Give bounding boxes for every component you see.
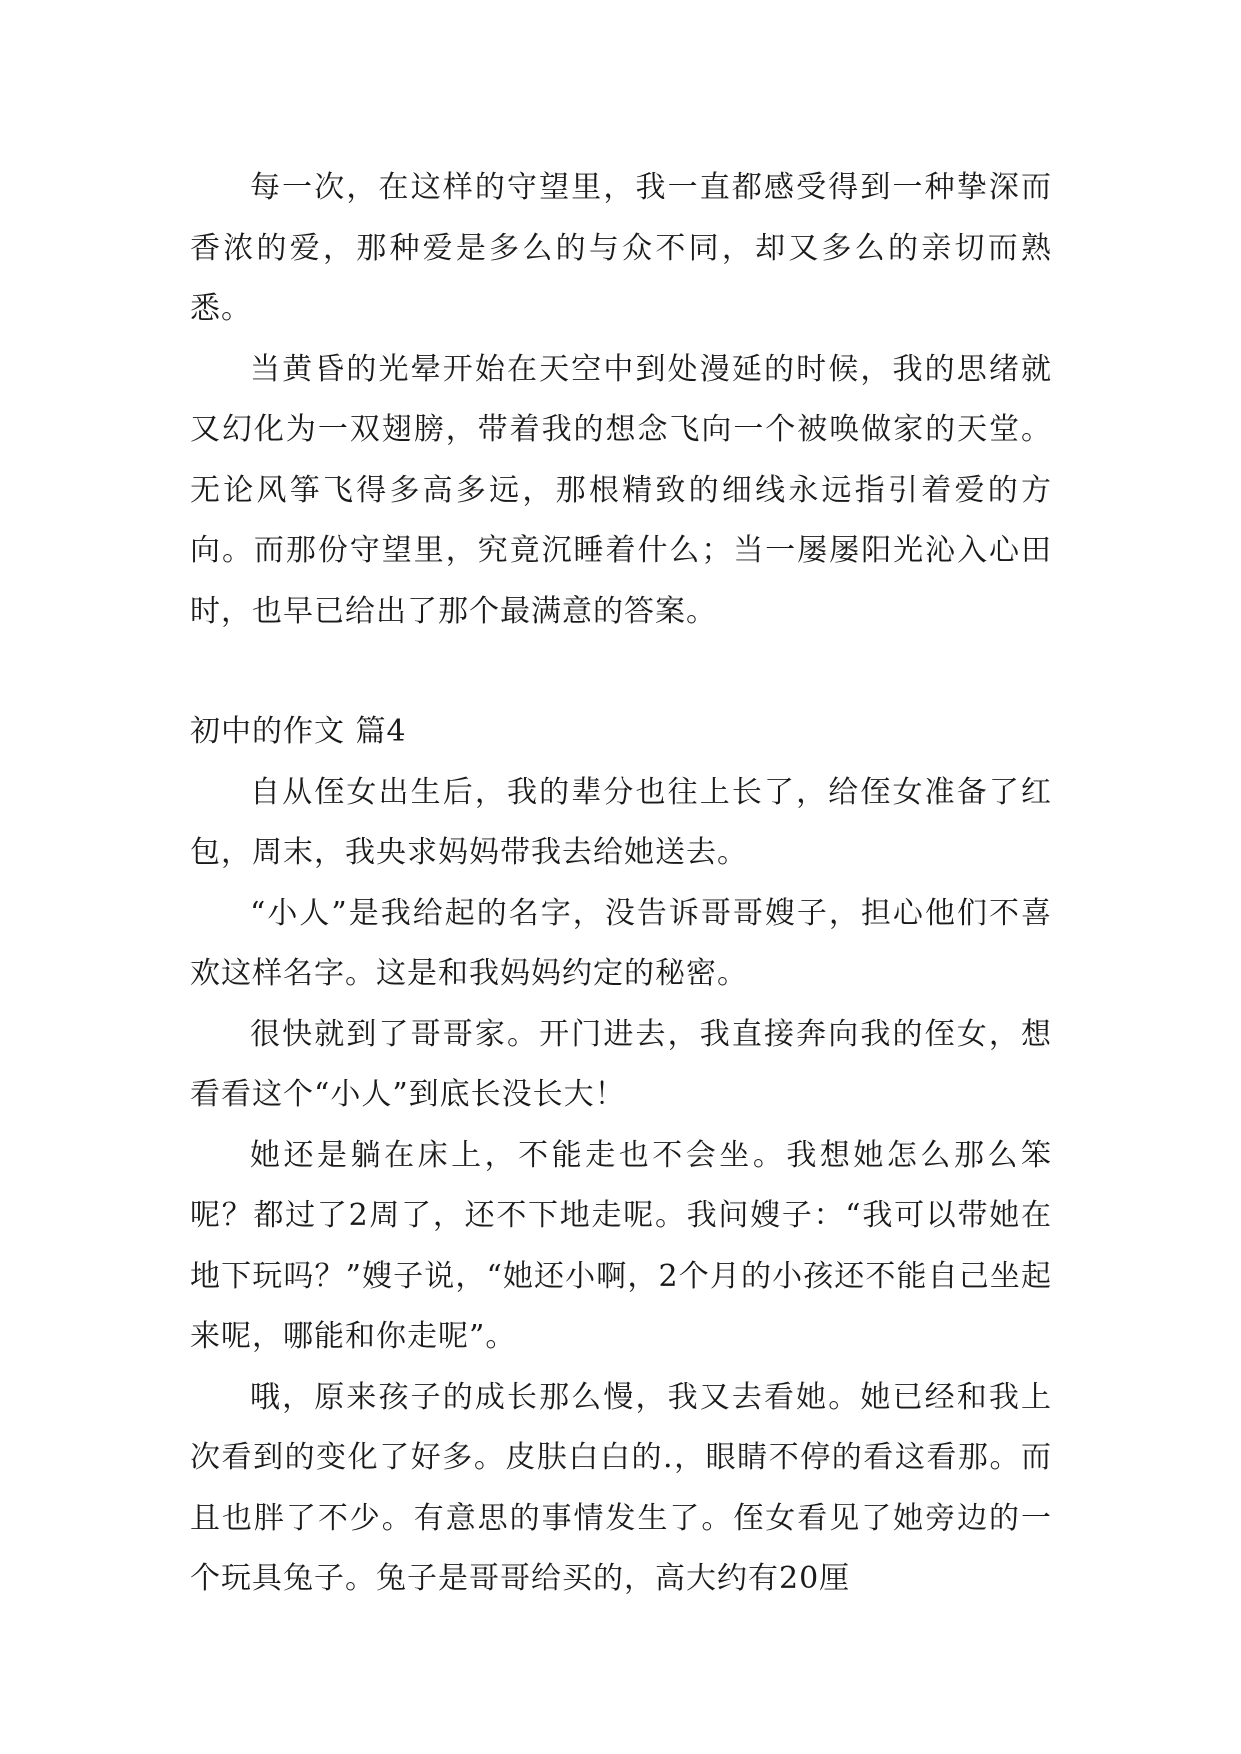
paragraph-5: 很快就到了哥哥家。开门进去，我直接奔向我的侄女，想看看这个“小人”到底长没长大！: [190, 1016, 1052, 1112]
paragraph-4: “小人”是我给起的名字，没告诉哥哥嫂子，担心他们不喜欢这样名字。这是和我妈妈约定的秘密。: [190, 895, 1052, 991]
section-gap: [190, 642, 1052, 702]
paragraph-2: 当黄昏的光晕开始在天空中到处漫延的时候，我的思绪就又幻化为一双翅膀，带着我的想念飞向一个被唤做家的天堂。无论风筝飞得多高多远，那根精致的细线永远指引着爱的方向。而那份守望里，究竟沉睡着什么；当一屡屡阳光沁入心田时，也早已给出了那个最满意的答案。: [190, 351, 1052, 629]
paragraph-6: 她还是躺在床上，不能走也不会坐。我想她怎么那么笨呢？都过了2周了，还不下地走呢。我问嫂子：“我可以带她在地下玩吗？”嫂子说，“她还小啊，2个月的小孩还不能自己坐起来呢，哪能和你走呢”。: [190, 1137, 1052, 1354]
paragraph-1: 每一次，在这样的守望里，我一直都感受得到一种挚深而香浓的爱，那种爱是多么的与众不同，却又多么的亲切而熟悉。: [190, 170, 1052, 326]
paragraph-7: 哦，原来孩子的成长那么慢，我又去看她。她已经和我上次看到的变化了好多。皮肤白白的.，眼睛不停的看这看那。而且也胖了不少。有意思的事情发生了。侄女看见了她旁边的一个玩具兔子。兔子是哥哥给买的，高大约有20厘: [190, 1379, 1052, 1596]
section-title: 初中的作文 篇4: [190, 714, 407, 749]
document-page: [190, 158, 1052, 1610]
paragraph-3: 自从侄女出生后，我的辈分也往上长了，给侄女准备了红包，周末，我央求妈妈带我去给她送去。: [190, 774, 1052, 870]
